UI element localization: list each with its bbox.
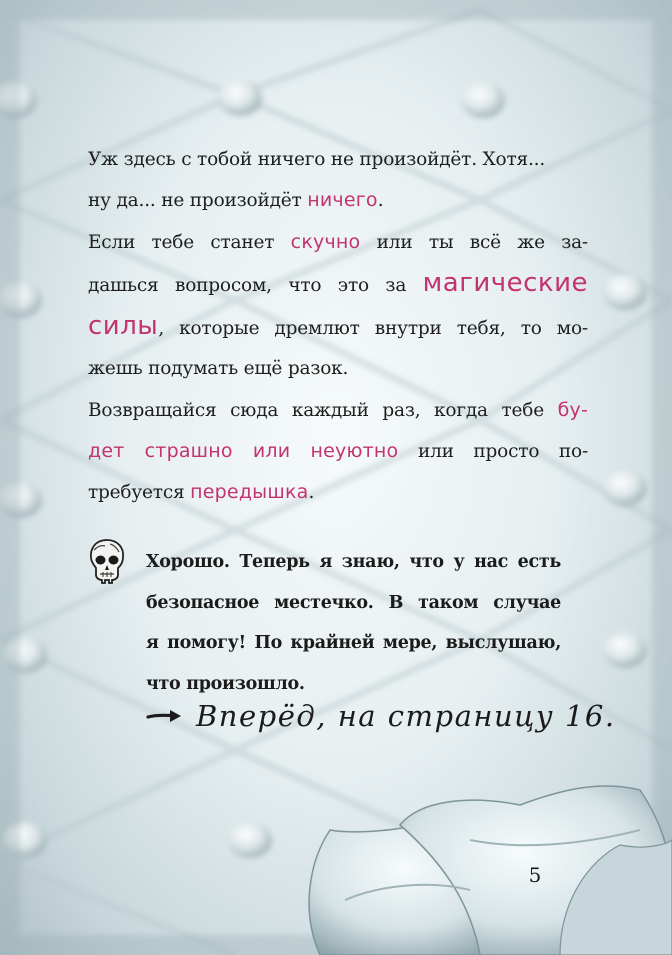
highlight-word: скучно xyxy=(290,230,361,253)
highlight-word: бу- xyxy=(557,398,588,421)
response-line-1: Хорошо. Теперь я знаю, что у нас есть xyxy=(146,552,561,572)
skull-icon xyxy=(86,537,128,585)
response-line-4: что произошло. xyxy=(146,673,305,694)
narrative-text xyxy=(88,140,588,514)
paragraph-2-line-2 xyxy=(88,263,588,306)
paragraph-1-line-1: Уж здесь с тобой ничего не произойдёт. Хотя... xyxy=(88,149,546,170)
paragraph-1-line-2 xyxy=(88,180,588,221)
text-segment: или просто по- xyxy=(398,441,588,463)
text-segment: Если тебе станет xyxy=(88,231,291,253)
paragraph-2-line-1 xyxy=(88,222,588,263)
highlight-word: ничего xyxy=(307,189,378,212)
paragraph-2-line-4: жешь подумать ещё разок. xyxy=(88,358,349,380)
response-line-3: я помогу! По крайней мере, выслушаю, xyxy=(146,633,561,653)
skull-response xyxy=(146,542,561,704)
text-segment: Возвращайся сюда каждый раз, когда тебе xyxy=(88,399,558,421)
text-segment: или ты всё же за- xyxy=(360,231,588,253)
text-segment: . xyxy=(308,482,315,504)
highlight-word: магические xyxy=(422,267,588,298)
text-segment: , которые дремлют внутри тебя, то мо- xyxy=(158,318,588,340)
paragraph-3-line-2 xyxy=(88,431,588,472)
highlight-word: передышка xyxy=(190,481,309,504)
paragraph-3-line-1 xyxy=(88,390,588,431)
text-segment: требуется xyxy=(88,482,191,504)
text-segment: ну да... не произойдёт xyxy=(88,190,308,212)
arrow-right-icon xyxy=(146,706,186,726)
highlight-word: дет страшно или неуютно xyxy=(88,440,399,463)
forward-link[interactable] xyxy=(146,699,616,733)
highlight-word: силы xyxy=(88,311,159,342)
page-number: 5 xyxy=(528,863,542,887)
response-line-2: безопасное местечко. В таком случае xyxy=(146,592,561,613)
text-segment: дашься вопросом, что это за xyxy=(88,274,423,296)
paragraph-2-line-3 xyxy=(88,306,588,349)
text-segment: . xyxy=(377,190,384,212)
forward-text: Вперёд, на страницу 16. xyxy=(196,699,616,733)
paragraph-3-line-3 xyxy=(88,472,588,513)
pillows-illustration xyxy=(309,786,672,955)
